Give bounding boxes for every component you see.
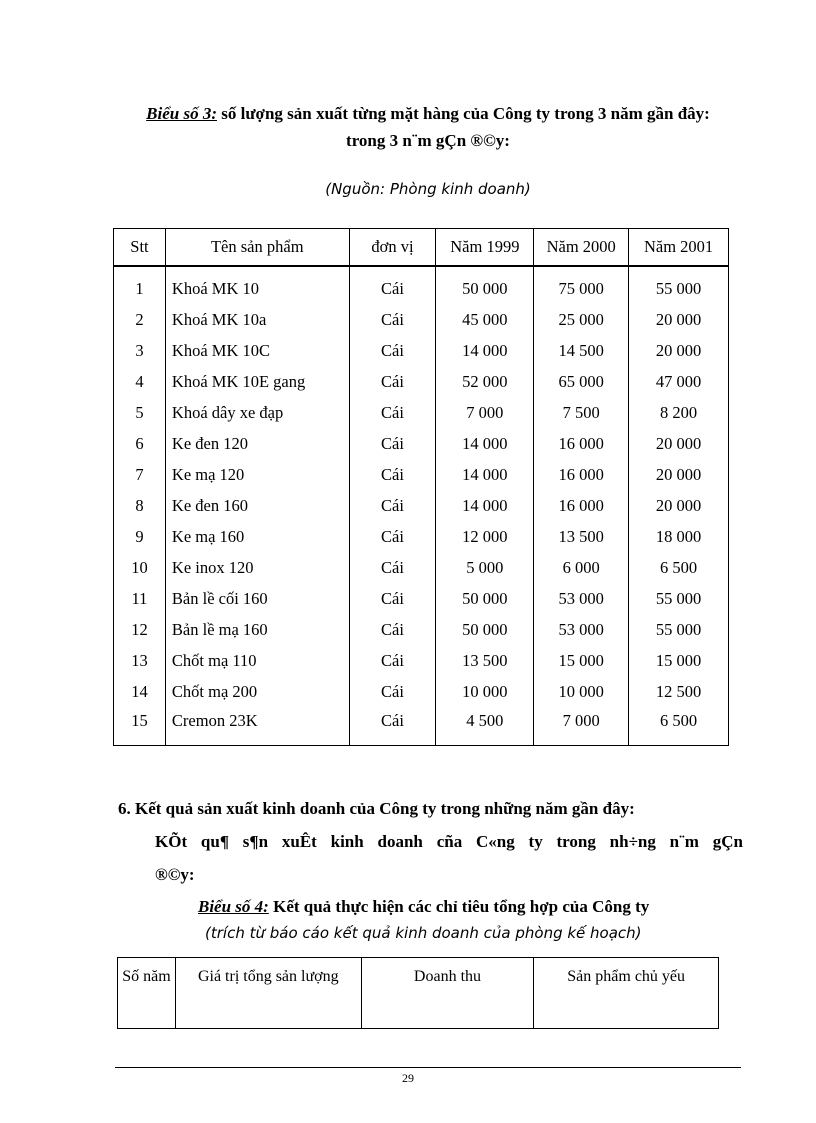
col-header-product: Tên sản phẩm bbox=[165, 229, 349, 267]
cell-1999: 45 000 bbox=[436, 304, 534, 335]
cell-2000: 16 000 bbox=[534, 490, 629, 521]
cell-stt: 3 bbox=[114, 335, 166, 366]
cell-1999: 50 000 bbox=[436, 266, 534, 304]
cell-stt: 2 bbox=[114, 304, 166, 335]
col-header-revenue: Doanh thu bbox=[361, 958, 534, 1029]
cell-2001: 20 000 bbox=[629, 459, 729, 490]
cell-unit: Cái bbox=[349, 366, 436, 397]
col-header-2000: Năm 2000 bbox=[534, 229, 629, 267]
cell-product: Chốt mạ 200 bbox=[165, 676, 349, 707]
cell-2001: 20 000 bbox=[629, 490, 729, 521]
cell-2000: 7 500 bbox=[534, 397, 629, 428]
cell-2001: 18 000 bbox=[629, 521, 729, 552]
cell-unit: Cái bbox=[349, 428, 436, 459]
cell-2000: 6 000 bbox=[534, 552, 629, 583]
cell-stt: 7 bbox=[114, 459, 166, 490]
cell-stt: 12 bbox=[114, 614, 166, 645]
cell-1999: 14 000 bbox=[436, 335, 534, 366]
table-row bbox=[114, 266, 729, 304]
cell-1999: 14 000 bbox=[436, 459, 534, 490]
cell-1999: 5 000 bbox=[436, 552, 534, 583]
table-row bbox=[114, 676, 729, 707]
cell-unit: Cái bbox=[349, 459, 436, 490]
cell-2000: 10 000 bbox=[534, 676, 629, 707]
cell-2001: 15 000 bbox=[629, 645, 729, 676]
section-6-heading: 6. Kết quả sản xuất kinh doanh của Công ty trong những năm gần đây: bbox=[118, 799, 635, 818]
table4-caption-label: Biểu số 4: bbox=[198, 897, 269, 916]
col-header-1999: Năm 1999 bbox=[436, 229, 534, 267]
table-row bbox=[114, 707, 729, 746]
cell-product: Khoá MK 10E gang bbox=[165, 366, 349, 397]
table3-caption-garbled: trong 3 n¨m gÇn ®©y: bbox=[346, 131, 510, 150]
col-header-unit: đơn vị bbox=[349, 229, 436, 267]
cell-2001: 20 000 bbox=[629, 428, 729, 459]
table4-caption-text: Kết quả thực hiện các chỉ tiêu tổng hợp của Công ty bbox=[268, 897, 650, 916]
cell-product: Bản lề cối 160 bbox=[165, 583, 349, 614]
cell-1999: 52 000 bbox=[436, 366, 534, 397]
cell-product: Bản lề mạ 160 bbox=[165, 614, 349, 645]
cell-product: Cremon 23K bbox=[165, 707, 349, 746]
table4-caption bbox=[198, 897, 649, 917]
table-row bbox=[114, 552, 729, 583]
cell-product: Khoá MK 10a bbox=[165, 304, 349, 335]
cell-stt: 11 bbox=[114, 583, 166, 614]
table-row bbox=[114, 459, 729, 490]
cell-unit: Cái bbox=[349, 676, 436, 707]
cell-1999: 10 000 bbox=[436, 676, 534, 707]
cell-2001: 20 000 bbox=[629, 304, 729, 335]
cell-product: Khoá MK 10 bbox=[165, 266, 349, 304]
cell-2001: 6 500 bbox=[629, 552, 729, 583]
table-row bbox=[114, 645, 729, 676]
table-header-row bbox=[118, 958, 719, 1029]
table-row bbox=[114, 366, 729, 397]
table3-caption bbox=[120, 100, 736, 154]
section-6-garbled-line2: ®©y: bbox=[155, 865, 195, 884]
cell-product: Ke đen 160 bbox=[165, 490, 349, 521]
cell-2001: 8 200 bbox=[629, 397, 729, 428]
col-header-total-output: Giá trị tổng sản lượng bbox=[175, 958, 361, 1029]
col-header-years: Số năm bbox=[118, 958, 176, 1029]
cell-unit: Cái bbox=[349, 490, 436, 521]
cell-unit: Cái bbox=[349, 397, 436, 428]
table-row bbox=[114, 583, 729, 614]
cell-product: Ke đen 120 bbox=[165, 428, 349, 459]
cell-2001: 47 000 bbox=[629, 366, 729, 397]
cell-unit: Cái bbox=[349, 707, 436, 746]
cell-stt: 10 bbox=[114, 552, 166, 583]
production-table bbox=[113, 228, 729, 746]
cell-unit: Cái bbox=[349, 335, 436, 366]
section-6 bbox=[118, 792, 743, 891]
results-table bbox=[117, 957, 719, 1029]
cell-stt: 9 bbox=[114, 521, 166, 552]
table-row bbox=[114, 304, 729, 335]
cell-product: Ke inox 120 bbox=[165, 552, 349, 583]
cell-stt: 8 bbox=[114, 490, 166, 521]
cell-2000: 14 500 bbox=[534, 335, 629, 366]
col-header-stt: Stt bbox=[114, 229, 166, 267]
cell-2000: 65 000 bbox=[534, 366, 629, 397]
cell-stt: 4 bbox=[114, 366, 166, 397]
cell-stt: 6 bbox=[114, 428, 166, 459]
cell-2000: 15 000 bbox=[534, 645, 629, 676]
table-row bbox=[114, 521, 729, 552]
section-6-garbled-line1: KÕt qu¶ s¶n xuÊt kinh doanh cña C«ng ty trong nh÷ng n¨m gÇn bbox=[155, 832, 743, 851]
col-header-main-products: Sản phẩm chủ yếu bbox=[534, 958, 719, 1029]
col-header-2001: Năm 2001 bbox=[629, 229, 729, 267]
table4-source: (trích từ báo cáo kết quả kinh doanh của phòng kế hoạch) bbox=[205, 924, 642, 942]
cell-2001: 55 000 bbox=[629, 583, 729, 614]
table-row bbox=[114, 335, 729, 366]
cell-unit: Cái bbox=[349, 521, 436, 552]
cell-unit: Cái bbox=[349, 583, 436, 614]
cell-2000: 53 000 bbox=[534, 614, 629, 645]
footer-divider bbox=[115, 1067, 741, 1068]
cell-unit: Cái bbox=[349, 552, 436, 583]
cell-2001: 12 500 bbox=[629, 676, 729, 707]
cell-unit: Cái bbox=[349, 614, 436, 645]
cell-2000: 53 000 bbox=[534, 583, 629, 614]
cell-stt: 15 bbox=[114, 707, 166, 746]
table3-caption-label: Biểu số 3: bbox=[146, 104, 217, 123]
table-header-row bbox=[114, 229, 729, 267]
cell-stt: 14 bbox=[114, 676, 166, 707]
table-row bbox=[114, 397, 729, 428]
cell-1999: 14 000 bbox=[436, 428, 534, 459]
cell-2000: 13 500 bbox=[534, 521, 629, 552]
cell-1999: 13 500 bbox=[436, 645, 534, 676]
table3-source: (Nguồn: Phòng kinh doanh) bbox=[325, 180, 531, 198]
cell-unit: Cái bbox=[349, 304, 436, 335]
cell-2000: 25 000 bbox=[534, 304, 629, 335]
cell-unit: Cái bbox=[349, 266, 436, 304]
cell-stt: 13 bbox=[114, 645, 166, 676]
table-row bbox=[114, 428, 729, 459]
cell-stt: 5 bbox=[114, 397, 166, 428]
cell-2000: 75 000 bbox=[534, 266, 629, 304]
cell-2001: 55 000 bbox=[629, 266, 729, 304]
page-number: 29 bbox=[402, 1071, 414, 1085]
cell-2001: 55 000 bbox=[629, 614, 729, 645]
cell-1999: 14 000 bbox=[436, 490, 534, 521]
cell-product: Chốt mạ 110 bbox=[165, 645, 349, 676]
cell-unit: Cái bbox=[349, 645, 436, 676]
cell-2000: 16 000 bbox=[534, 459, 629, 490]
cell-2001: 20 000 bbox=[629, 335, 729, 366]
cell-product: Khoá dây xe đạp bbox=[165, 397, 349, 428]
cell-2000: 16 000 bbox=[534, 428, 629, 459]
cell-stt: 1 bbox=[114, 266, 166, 304]
cell-product: Khoá MK 10C bbox=[165, 335, 349, 366]
cell-2001: 6 500 bbox=[629, 707, 729, 746]
cell-product: Ke mạ 120 bbox=[165, 459, 349, 490]
cell-2000: 7 000 bbox=[534, 707, 629, 746]
cell-1999: 12 000 bbox=[436, 521, 534, 552]
table3-caption-text: số lượng sản xuất từng mặt hàng của Công ty trong 3 năm gần đây: bbox=[217, 104, 710, 123]
cell-1999: 50 000 bbox=[436, 583, 534, 614]
table-row bbox=[114, 490, 729, 521]
cell-1999: 4 500 bbox=[436, 707, 534, 746]
cell-product: Ke mạ 160 bbox=[165, 521, 349, 552]
cell-1999: 50 000 bbox=[436, 614, 534, 645]
cell-1999: 7 000 bbox=[436, 397, 534, 428]
table-row bbox=[114, 614, 729, 645]
